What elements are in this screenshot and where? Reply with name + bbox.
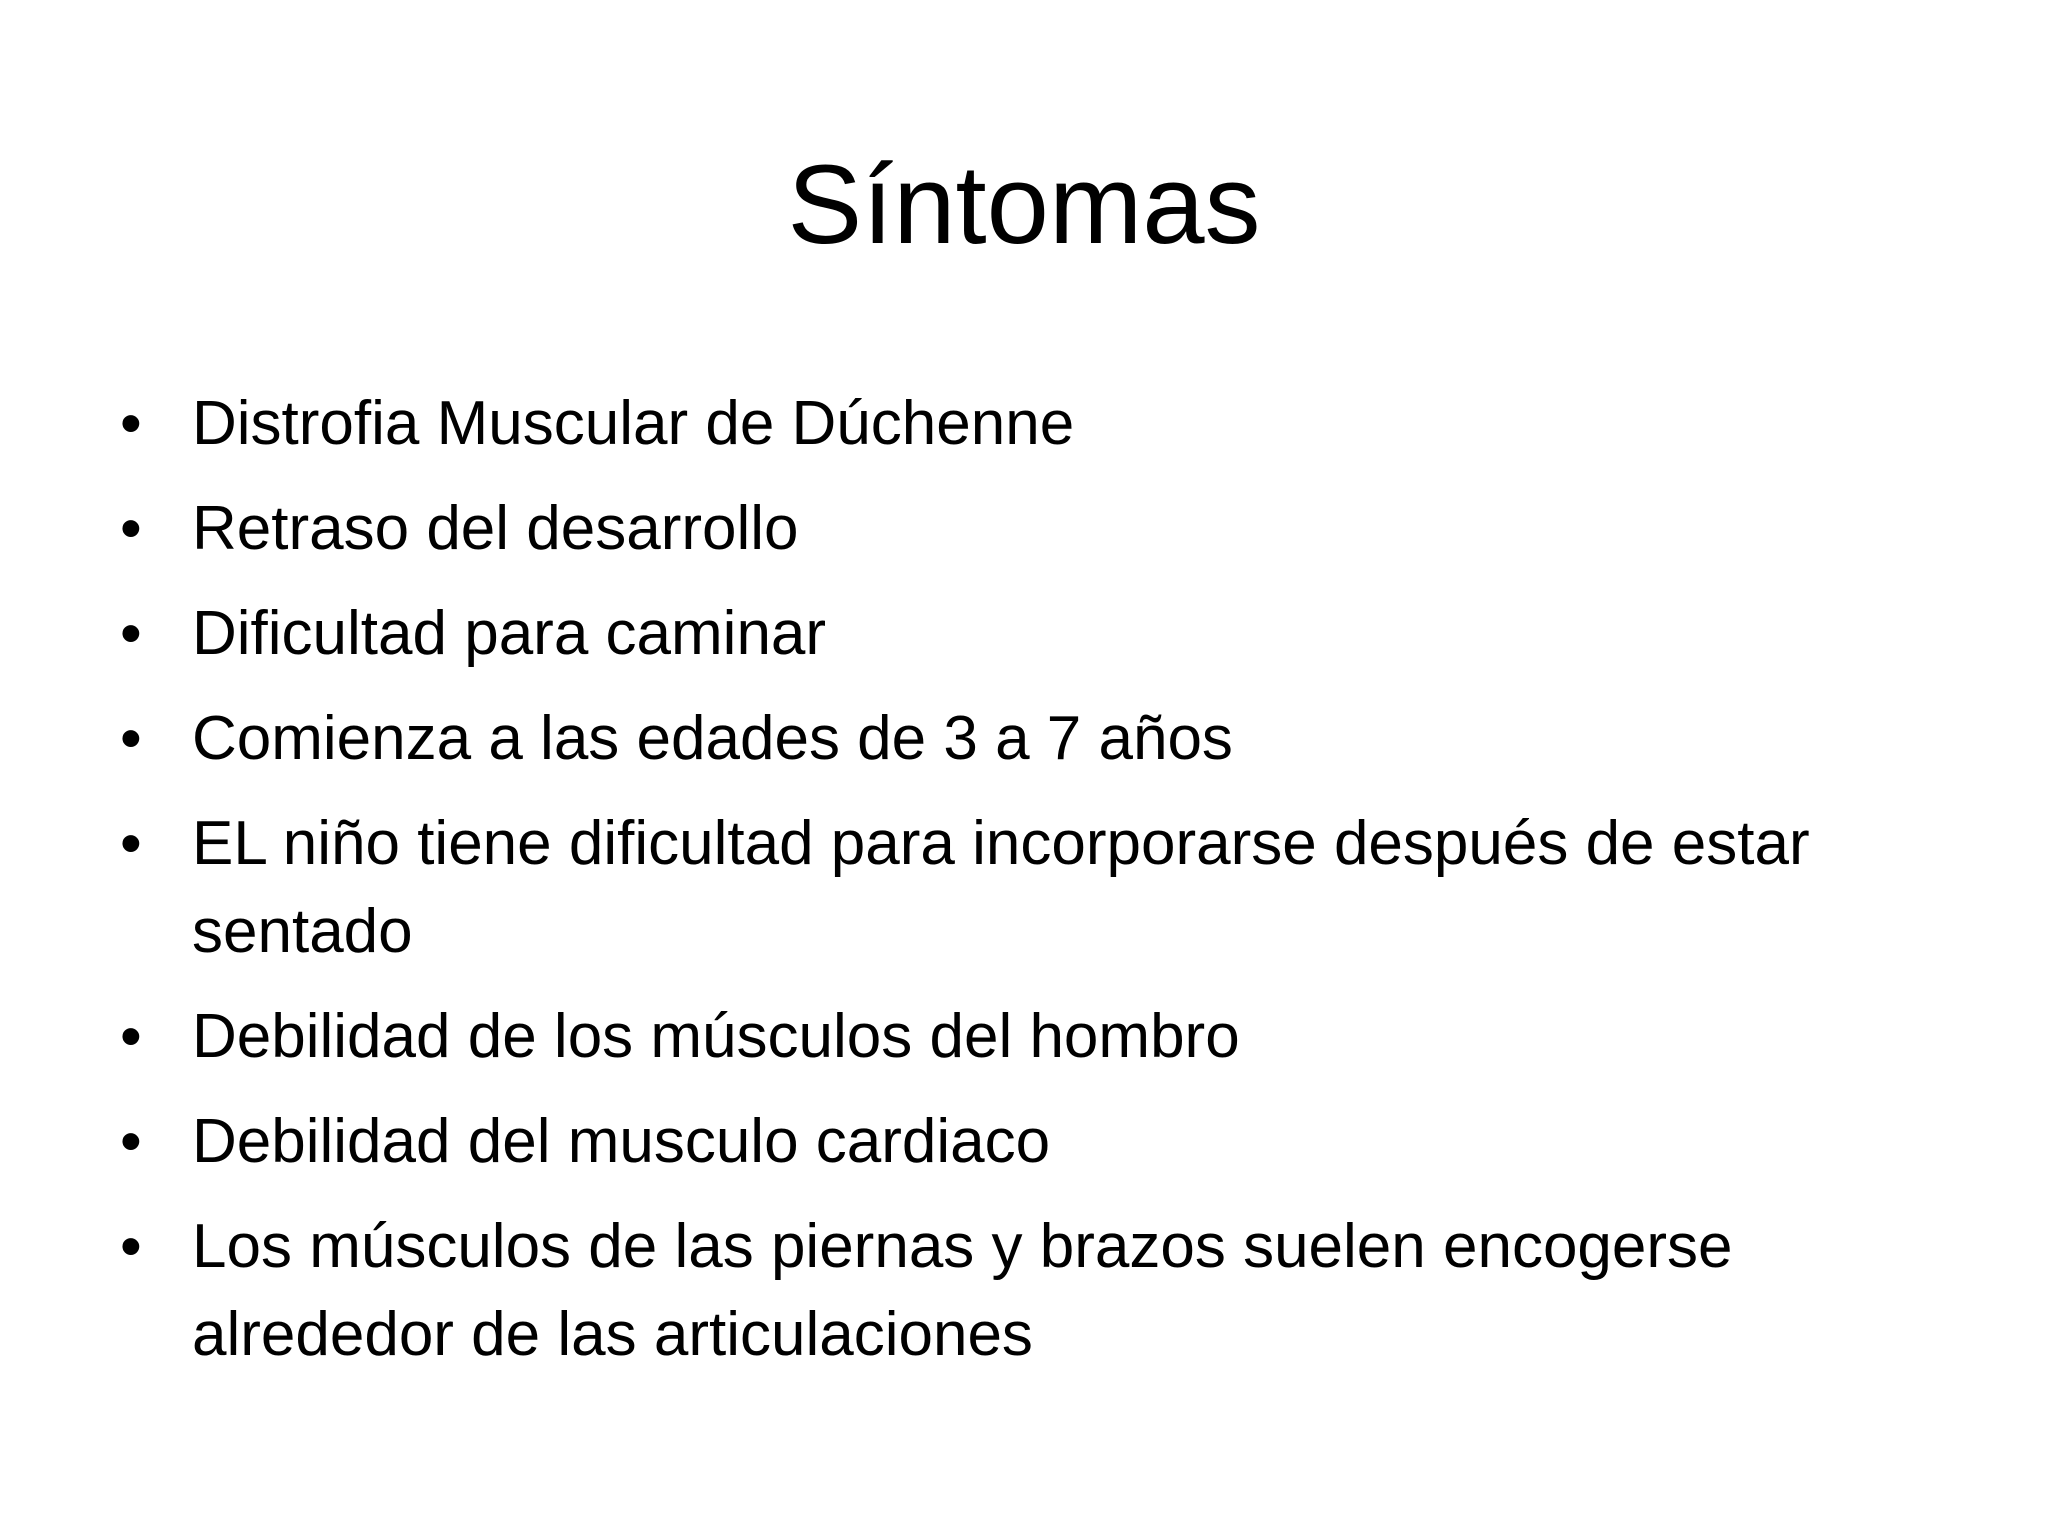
bullet-icon: • (120, 1212, 142, 1281)
bullet-icon: • (120, 599, 142, 668)
bullet-icon: • (120, 494, 142, 563)
bullet-icon: • (120, 389, 142, 458)
bullet-item (120, 1098, 1940, 1186)
bullet-item (120, 993, 1940, 1081)
bullet-item (120, 1203, 1940, 1379)
bullet-text: Debilidad de los músculos del hombro (192, 1002, 1240, 1071)
bullet-text: EL niño tiene dificultad para incorporarse después de estar sentado (192, 809, 1810, 966)
bullet-text: Dificultad para caminar (192, 599, 827, 668)
bullet-text: Comienza a las edades de 3 a 7 años (192, 704, 1233, 773)
bullet-list (120, 380, 1940, 1396)
bullet-text: Retraso del desarrollo (192, 494, 799, 563)
bullet-item (120, 590, 1940, 678)
bullet-text: Debilidad del musculo cardiaco (192, 1107, 1051, 1176)
bullet-item (120, 695, 1940, 783)
bullet-text: Los músculos de las piernas y brazos suelen encogerse alrededor de las articulaciones (192, 1212, 1733, 1369)
bullet-icon: • (120, 809, 142, 878)
bullet-text: Distrofia Muscular de Dúchenne (192, 389, 1075, 458)
slide-title: Síntomas (787, 142, 1261, 267)
bullet-item (120, 800, 1940, 976)
bullet-icon: • (120, 1107, 142, 1176)
bullet-item (120, 380, 1940, 468)
bullet-icon: • (120, 704, 142, 773)
bullet-item (120, 485, 1940, 573)
bullet-icon: • (120, 1002, 142, 1071)
